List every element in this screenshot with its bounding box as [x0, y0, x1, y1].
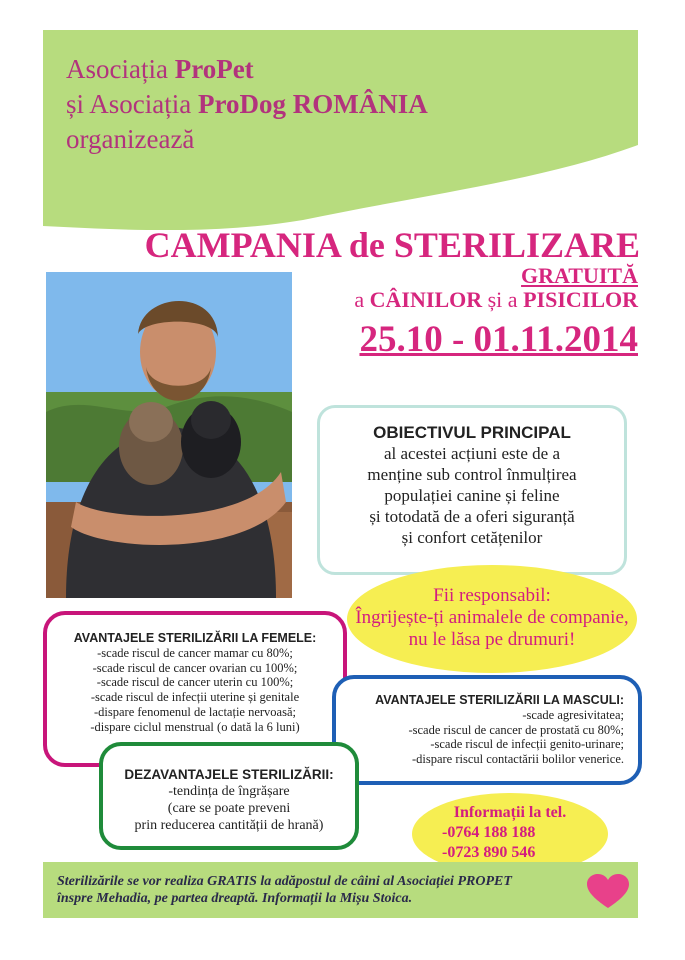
campaign-title: CAMPANIA de STERILIZARE [144, 225, 640, 265]
disadvantages-box [99, 742, 359, 850]
male-advantages-heading: AVANTAJELE STERILIZĂRII LA MASCULI: [375, 693, 624, 707]
male-advantage-item: -dispare riscul contactării bolilor venerice. [411, 752, 624, 767]
objective-line: și confort cetățenilor [401, 528, 543, 547]
organizer-line-1: Asociația ProPet [66, 54, 254, 84]
footer-line: înspre Mehadia, pe partea dreaptă. Informații la Mișu Stoica. [57, 891, 413, 906]
contact-phone: -0723 890 546 [442, 844, 536, 861]
man-with-puppies-photo [46, 272, 292, 598]
disadvantage-item: prin reducerea cantității de hrană) [134, 818, 324, 833]
objective-line: și totodată de a oferi siguranță [369, 507, 575, 526]
male-advantage-item: -scade riscul de cancer de prostată cu 80%; [408, 722, 624, 737]
footer-banner [43, 862, 638, 918]
organizer-line-3: organizează [66, 124, 195, 154]
male-advantages-box [332, 675, 642, 785]
contact-phone: -0764 188 188 [442, 824, 536, 841]
campaign-dates: 25.10 - 01.11.2014 [359, 319, 638, 360]
footer-text [57, 873, 577, 907]
disadvantage-item: -tendința de îngrășare [168, 784, 290, 799]
objective-heading: OBIECTIVUL PRINCIPAL [373, 423, 571, 442]
heart-icon [587, 874, 629, 910]
responsibility-line: Îngrijește-ți animalele de companie, [355, 607, 629, 628]
responsibility-message [347, 565, 637, 673]
footer-line: Sterilizările se vor realiza GRATIS la adăpostul de câini al Asociației PROPET [57, 874, 512, 889]
contact-label: Informații la tel. [453, 804, 567, 821]
female-advantage-item: -dispare fenomenul de lactație nervoasă; [94, 704, 296, 719]
campaign-animals: a CÂINILOR și a PISICILOR [354, 287, 638, 312]
objective-line: populației canine și feline [384, 486, 560, 505]
female-advantage-item: -scade riscul de cancer mamar cu 80%; [97, 645, 293, 660]
female-advantage-item: -scade riscul de cancer ovarian cu 100%; [92, 660, 298, 675]
male-advantage-item: -scade riscul de infecții genito-urinare; [430, 737, 624, 752]
female-advantage-item: -scade riscul de cancer uterin cu 100%; [96, 675, 294, 690]
organizer-line-2: și Asociația ProDog ROMÂNIA [66, 89, 428, 119]
objective-line: menține sub control înmulțirea [367, 465, 577, 484]
disadvantage-item: (care se poate preveni [167, 801, 291, 816]
female-advantage-item: -dispare ciclul menstrual (o dată la 6 luni) [90, 719, 300, 734]
objective-box [317, 405, 627, 575]
disadvantages-heading: DEZAVANTAJELE STERILIZĂRII: [124, 767, 334, 782]
male-advantage-item: -scade agresivitatea; [522, 707, 624, 722]
responsibility-line: Fii responsabil: [433, 585, 551, 606]
campaign-free-label: GRATUITĂ [521, 263, 638, 288]
female-advantage-item: -scade riscul de infecții uterine și genitale [90, 690, 300, 705]
female-advantages-heading: AVANTAJELE STERILIZĂRII LA FEMELE: [73, 631, 317, 645]
objective-line: al acestei acțiuni este de a [383, 444, 561, 463]
responsibility-line: nu le lăsa pe drumuri! [408, 629, 576, 650]
